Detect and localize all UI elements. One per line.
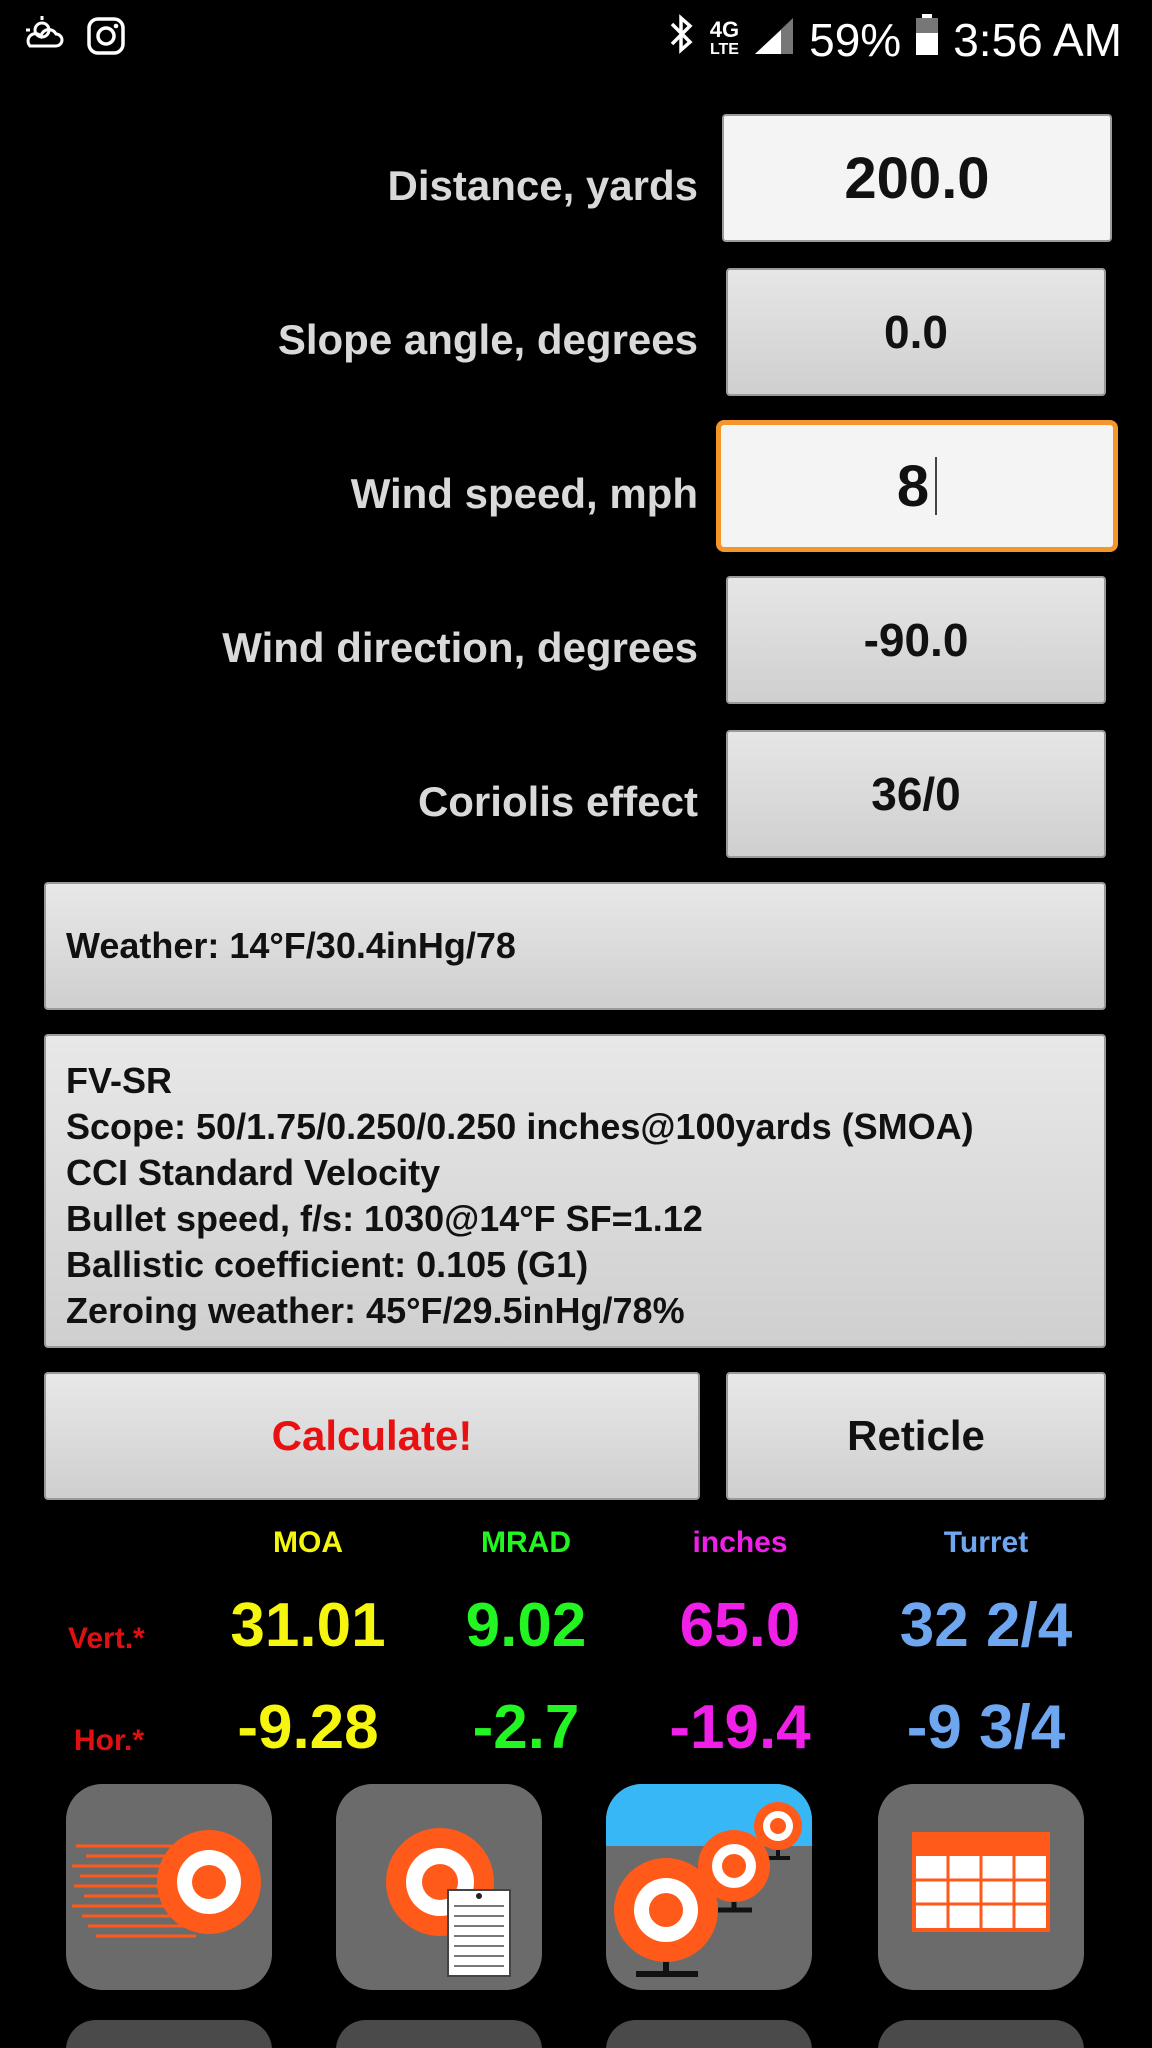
hor-label: Hor.* (74, 1724, 145, 1757)
moving-target-button[interactable] (66, 1784, 272, 1990)
coriolis-field[interactable]: 36/0 (726, 730, 1106, 858)
app-icon-row2-3[interactable] (606, 2020, 812, 2048)
range-targets-button[interactable] (606, 1784, 812, 1990)
battery-icon (915, 13, 939, 67)
text-cursor (935, 457, 937, 515)
vert-moa-value: 31.01 (230, 1591, 386, 1660)
app-icon-row2-4[interactable] (878, 2020, 1084, 2048)
reticle-button[interactable]: Reticle (726, 1372, 1106, 1500)
wind-speed-field[interactable] (716, 420, 1118, 552)
app-icon-row2-1[interactable] (66, 2020, 272, 2048)
profile-line-ammo: CCI Standard Velocity (66, 1152, 441, 1193)
hor-mrad-value: -2.7 (472, 1693, 580, 1762)
weather-text: Weather: 14°F/30.4inHg/78 (66, 925, 516, 966)
wind-speed-label: Wind speed, mph (350, 470, 698, 517)
table-button[interactable] (878, 1784, 1084, 1990)
profile-line-scope: Scope: 50/1.75/0.250/0.250 inches@100yards (SMOA) (66, 1106, 974, 1147)
weather-button[interactable] (44, 882, 1106, 1010)
profile-line-zeroing: Zeroing weather: 45°F/29.5inHg/78% (66, 1290, 685, 1331)
column-inches: inches (692, 1526, 788, 1559)
hor-turret-value: -9 3/4 (906, 1693, 1066, 1762)
app-icon-row2-2[interactable] (336, 2020, 542, 2048)
status-bar (0, 0, 1152, 80)
profile-line-bullet-speed: Bullet speed, f/s: 1030@14°F SF=1.12 (66, 1198, 703, 1239)
wind-speed-value: 8 (896, 453, 930, 519)
lte-icon (709, 16, 740, 60)
wind-direction-label: Wind direction, degrees (222, 624, 698, 671)
distance-field[interactable]: 200.0 (722, 114, 1112, 242)
profile-panel[interactable] (44, 1034, 1106, 1348)
profile-line-name: FV-SR (66, 1060, 173, 1101)
column-turret: Turret (943, 1526, 1029, 1559)
wind-direction-field[interactable]: -90.0 (726, 576, 1106, 704)
moving-target-icon (66, 1784, 272, 1990)
target-report-icon (336, 1784, 542, 1990)
target-report-button[interactable] (336, 1784, 542, 1990)
vert-label: Vert.* (68, 1622, 145, 1655)
distance-label: Distance, yards (387, 162, 698, 209)
vert-mrad-value: 9.02 (465, 1591, 587, 1660)
hor-inches-value: -19.4 (669, 1693, 811, 1762)
slope-field[interactable]: 0.0 (726, 268, 1106, 396)
column-moa: MOA (273, 1526, 343, 1559)
weather-icon (24, 16, 70, 61)
clock: 3:56 AM (953, 13, 1122, 66)
battery-percent: 59% (809, 13, 902, 66)
coriolis-label: Coriolis effect (417, 778, 698, 825)
instagram-icon (86, 16, 126, 61)
slope-label: Slope angle, degrees (277, 316, 698, 363)
table-icon (878, 1784, 1084, 1990)
profile-line-bc: Ballistic coefficient: 0.105 (G1) (66, 1244, 589, 1285)
signal-icon (753, 13, 795, 67)
calculate-button[interactable]: Calculate! (44, 1372, 700, 1500)
hor-moa-value: -9.28 (237, 1693, 379, 1762)
vert-turret-value: 32 2/4 (899, 1591, 1073, 1660)
bluetooth-icon (668, 12, 696, 67)
vert-inches-value: 65.0 (679, 1591, 801, 1660)
range-targets-icon (606, 1784, 812, 1990)
network-label: 4G (709, 16, 740, 42)
column-mrad: MRAD (481, 1526, 571, 1559)
network-sub-label: LTE (709, 40, 739, 58)
